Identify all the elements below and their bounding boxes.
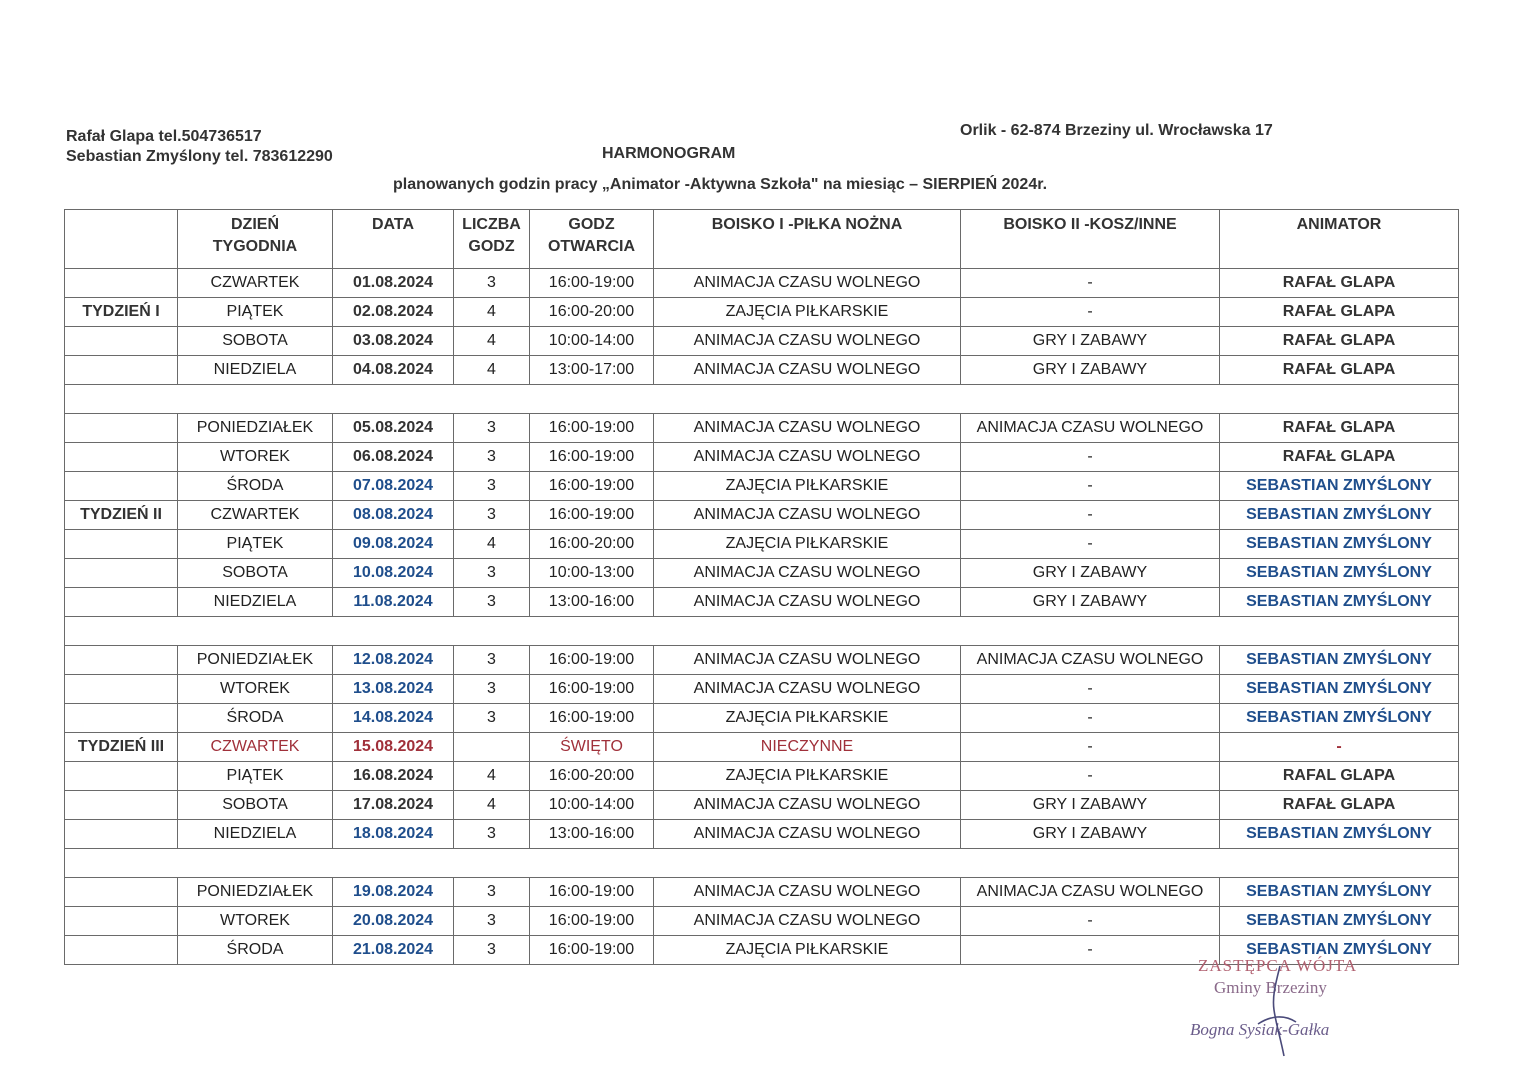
hours-cell: 3 xyxy=(454,414,530,443)
field1-cell: ANIMACJA CZASU WOLNEGO xyxy=(654,356,961,385)
animator-cell: RAFAL GLAPA xyxy=(1220,762,1459,791)
field2-cell: ANIMACJA CZASU WOLNEGO xyxy=(961,646,1220,675)
field1-cell: ANIMACJA CZASU WOLNEGO xyxy=(654,559,961,588)
col-date: DATA xyxy=(333,210,454,269)
time-cell: 16:00-19:00 xyxy=(530,443,654,472)
address: Orlik - 62-874 Brzeziny ul. Wrocławska 17 xyxy=(960,122,1273,139)
stamp-name: Bogna Sysiak-Gałka xyxy=(1190,1020,1330,1039)
hours-cell: 3 xyxy=(454,820,530,849)
animator-cell: SEBASTIAN ZMYŚLONY xyxy=(1220,820,1459,849)
document-subtitle: planowanych godzin pracy „Animator -Aktywna Szkoła" na miesiąc – SIERPIEŃ 2024r. xyxy=(393,176,1048,193)
field2-cell: - xyxy=(961,298,1220,327)
day-cell: SOBOTA xyxy=(178,559,333,588)
field2-cell: - xyxy=(961,675,1220,704)
hours-cell: 4 xyxy=(454,791,530,820)
day-cell: CZWARTEK xyxy=(178,733,333,762)
day-cell: PONIEDZIAŁEK xyxy=(178,414,333,443)
week-label xyxy=(65,356,178,385)
field2-cell: - xyxy=(961,704,1220,733)
col-day: DZIEŃ TYGODNIA xyxy=(178,210,333,269)
field2-cell: - xyxy=(961,530,1220,559)
date-cell: 03.08.2024 xyxy=(333,327,454,356)
animator-cell: SEBASTIAN ZMYŚLONY xyxy=(1220,501,1459,530)
table-row xyxy=(65,733,1459,762)
hours-cell: 4 xyxy=(454,327,530,356)
date-cell: 14.08.2024 xyxy=(333,704,454,733)
day-cell: WTOREK xyxy=(178,675,333,704)
animator-cell: RAFAŁ GLAPA xyxy=(1220,269,1459,298)
separator-cell xyxy=(65,617,1459,646)
week-label xyxy=(65,762,178,791)
time-cell: 16:00-19:00 xyxy=(530,704,654,733)
hours-cell xyxy=(454,733,530,762)
table-row xyxy=(65,878,1459,907)
time-cell: 16:00-20:00 xyxy=(530,298,654,327)
hours-cell: 3 xyxy=(454,704,530,733)
time-cell: ŚWIĘTO xyxy=(530,733,654,762)
time-cell: 16:00-20:00 xyxy=(530,530,654,559)
week-label: TYDZIEŃ III xyxy=(65,733,178,762)
time-cell: 16:00-19:00 xyxy=(530,414,654,443)
week-label xyxy=(65,791,178,820)
time-cell: 16:00-19:00 xyxy=(530,936,654,965)
table-row xyxy=(65,327,1459,356)
day-cell: SOBOTA xyxy=(178,791,333,820)
header-row xyxy=(65,210,1459,269)
hours-cell: 3 xyxy=(454,472,530,501)
table-row xyxy=(65,559,1459,588)
day-cell: CZWARTEK xyxy=(178,269,333,298)
date-cell: 21.08.2024 xyxy=(333,936,454,965)
table-row xyxy=(65,588,1459,617)
date-cell: 10.08.2024 xyxy=(333,559,454,588)
animator-cell: SEBASTIAN ZMYŚLONY xyxy=(1220,646,1459,675)
table-row xyxy=(65,820,1459,849)
animator-cell: RAFAŁ GLAPA xyxy=(1220,356,1459,385)
time-cell: 16:00-20:00 xyxy=(530,762,654,791)
time-cell: 16:00-19:00 xyxy=(530,501,654,530)
field2-cell: - xyxy=(961,501,1220,530)
week-label xyxy=(65,414,178,443)
week-separator xyxy=(65,849,1459,878)
field2-cell: GRY I ZABAWY xyxy=(961,820,1220,849)
week-label xyxy=(65,269,178,298)
animator-cell: SEBASTIAN ZMYŚLONY xyxy=(1220,907,1459,936)
day-cell: PONIEDZIAŁEK xyxy=(178,878,333,907)
day-cell: CZWARTEK xyxy=(178,501,333,530)
col-hours: LICZBA GODZ xyxy=(454,210,530,269)
field1-cell: ZAJĘCIA PIŁKARSKIE xyxy=(654,762,961,791)
time-cell: 16:00-19:00 xyxy=(530,269,654,298)
field1-cell: ANIMACJA CZASU WOLNEGO xyxy=(654,675,961,704)
signature-mark xyxy=(1180,952,1380,1060)
field1-cell: ZAJĘCIA PIŁKARSKIE xyxy=(654,472,961,501)
date-cell: 06.08.2024 xyxy=(333,443,454,472)
hours-cell: 3 xyxy=(454,907,530,936)
hours-cell: 3 xyxy=(454,878,530,907)
contact-sebastian: Sebastian Zmyślony tel. 783612290 xyxy=(66,148,333,165)
document-title: HARMONOGRAM xyxy=(602,145,736,162)
field1-cell: ANIMACJA CZASU WOLNEGO xyxy=(654,414,961,443)
week-label xyxy=(65,559,178,588)
hours-cell: 3 xyxy=(454,646,530,675)
animator-cell: RAFAŁ GLAPA xyxy=(1220,791,1459,820)
table-row xyxy=(65,443,1459,472)
week-label xyxy=(65,704,178,733)
field2-cell: - xyxy=(961,733,1220,762)
field1-cell: ZAJĘCIA PIŁKARSKIE xyxy=(654,704,961,733)
week-label xyxy=(65,443,178,472)
field1-cell: ANIMACJA CZASU WOLNEGO xyxy=(654,791,961,820)
hours-cell: 4 xyxy=(454,762,530,791)
date-cell: 05.08.2024 xyxy=(333,414,454,443)
animator-cell: SEBASTIAN ZMYŚLONY xyxy=(1220,704,1459,733)
date-cell: 18.08.2024 xyxy=(333,820,454,849)
field2-cell: ANIMACJA CZASU WOLNEGO xyxy=(961,878,1220,907)
animator-cell: RAFAŁ GLAPA xyxy=(1220,443,1459,472)
time-cell: 10:00-13:00 xyxy=(530,559,654,588)
hours-cell: 3 xyxy=(454,443,530,472)
week-label xyxy=(65,646,178,675)
date-cell: 15.08.2024 xyxy=(333,733,454,762)
col-field1: BOISKO I -PIŁKA NOŻNA xyxy=(654,210,961,269)
week-label xyxy=(65,530,178,559)
table-row xyxy=(65,298,1459,327)
field1-cell: ZAJĘCIA PIŁKARSKIE xyxy=(654,530,961,559)
time-cell: 13:00-16:00 xyxy=(530,588,654,617)
field2-cell: - xyxy=(961,762,1220,791)
date-cell: 17.08.2024 xyxy=(333,791,454,820)
week-label xyxy=(65,820,178,849)
col-week xyxy=(65,210,178,269)
animator-cell: SEBASTIAN ZMYŚLONY xyxy=(1220,936,1459,965)
day-cell: PIĄTEK xyxy=(178,298,333,327)
table-row xyxy=(65,704,1459,733)
day-cell: NIEDZIELA xyxy=(178,588,333,617)
animator-cell: SEBASTIAN ZMYŚLONY xyxy=(1220,530,1459,559)
animator-cell: SEBASTIAN ZMYŚLONY xyxy=(1220,472,1459,501)
stamp-office: Gminy Brzeziny xyxy=(1214,978,1327,997)
date-cell: 20.08.2024 xyxy=(333,907,454,936)
date-cell: 09.08.2024 xyxy=(333,530,454,559)
animator-cell: SEBASTIAN ZMYŚLONY xyxy=(1220,675,1459,704)
table-row xyxy=(65,472,1459,501)
field1-cell: ANIMACJA CZASU WOLNEGO xyxy=(654,501,961,530)
table-row xyxy=(65,530,1459,559)
animator-cell: SEBASTIAN ZMYŚLONY xyxy=(1220,878,1459,907)
day-cell: PIĄTEK xyxy=(178,530,333,559)
hours-cell: 4 xyxy=(454,298,530,327)
table-row xyxy=(65,791,1459,820)
date-cell: 13.08.2024 xyxy=(333,675,454,704)
date-cell: 07.08.2024 xyxy=(333,472,454,501)
week-label xyxy=(65,907,178,936)
field1-cell: ANIMACJA CZASU WOLNEGO xyxy=(654,646,961,675)
field2-cell: GRY I ZABAWY xyxy=(961,791,1220,820)
animator-cell: - xyxy=(1220,733,1459,762)
field1-cell: ANIMACJA CZASU WOLNEGO xyxy=(654,878,961,907)
field2-cell: ANIMACJA CZASU WOLNEGO xyxy=(961,414,1220,443)
date-cell: 01.08.2024 xyxy=(333,269,454,298)
hours-cell: 4 xyxy=(454,530,530,559)
table-row xyxy=(65,501,1459,530)
week-label xyxy=(65,936,178,965)
time-cell: 13:00-17:00 xyxy=(530,356,654,385)
separator-cell xyxy=(65,385,1459,414)
date-cell: 08.08.2024 xyxy=(333,501,454,530)
day-cell: ŚRODA xyxy=(178,704,333,733)
stamp-title: ZASTĘPCA WÓJTA xyxy=(1198,956,1358,975)
field2-cell: GRY I ZABAWY xyxy=(961,588,1220,617)
time-cell: 16:00-19:00 xyxy=(530,675,654,704)
field2-cell: - xyxy=(961,472,1220,501)
day-cell: NIEDZIELA xyxy=(178,820,333,849)
field1-cell: ANIMACJA CZASU WOLNEGO xyxy=(654,588,961,617)
date-cell: 04.08.2024 xyxy=(333,356,454,385)
field2-cell: GRY I ZABAWY xyxy=(961,356,1220,385)
day-cell: WTOREK xyxy=(178,443,333,472)
field2-cell: - xyxy=(961,907,1220,936)
week-label xyxy=(65,588,178,617)
time-cell: 10:00-14:00 xyxy=(530,327,654,356)
time-cell: 16:00-19:00 xyxy=(530,472,654,501)
official-stamp xyxy=(1180,952,1380,1052)
animator-cell: RAFAŁ GLAPA xyxy=(1220,298,1459,327)
animator-cell: RAFAŁ GLAPA xyxy=(1220,414,1459,443)
table-row xyxy=(65,762,1459,791)
table-row xyxy=(65,356,1459,385)
hours-cell: 4 xyxy=(454,356,530,385)
table-row xyxy=(65,269,1459,298)
field2-cell: GRY I ZABAWY xyxy=(961,559,1220,588)
day-cell: ŚRODA xyxy=(178,936,333,965)
time-cell: 13:00-16:00 xyxy=(530,820,654,849)
hours-cell: 3 xyxy=(454,501,530,530)
field1-cell: NIECZYNNE xyxy=(654,733,961,762)
week-label xyxy=(65,327,178,356)
field1-cell: ANIMACJA CZASU WOLNEGO xyxy=(654,327,961,356)
hours-cell: 3 xyxy=(454,588,530,617)
table-row xyxy=(65,675,1459,704)
field2-cell: - xyxy=(961,936,1220,965)
day-cell: PONIEDZIAŁEK xyxy=(178,646,333,675)
week-label: TYDZIEŃ II xyxy=(65,501,178,530)
field2-cell: - xyxy=(961,443,1220,472)
hours-cell: 3 xyxy=(454,269,530,298)
time-cell: 16:00-19:00 xyxy=(530,907,654,936)
time-cell: 16:00-19:00 xyxy=(530,878,654,907)
col-animator: ANIMATOR xyxy=(1220,210,1459,269)
hours-cell: 3 xyxy=(454,675,530,704)
field1-cell: ZAJĘCIA PIŁKARSKIE xyxy=(654,298,961,327)
animator-cell: RAFAŁ GLAPA xyxy=(1220,327,1459,356)
time-cell: 16:00-19:00 xyxy=(530,646,654,675)
day-cell: SOBOTA xyxy=(178,327,333,356)
week-separator xyxy=(65,617,1459,646)
time-cell: 10:00-14:00 xyxy=(530,791,654,820)
day-cell: ŚRODA xyxy=(178,472,333,501)
animator-cell: SEBASTIAN ZMYŚLONY xyxy=(1220,588,1459,617)
field1-cell: ANIMACJA CZASU WOLNEGO xyxy=(654,269,961,298)
contact-rafal: Rafał Glapa tel.504736517 xyxy=(66,128,262,145)
week-label xyxy=(65,472,178,501)
animator-cell: SEBASTIAN ZMYŚLONY xyxy=(1220,559,1459,588)
field2-cell: - xyxy=(961,269,1220,298)
date-cell: 02.08.2024 xyxy=(333,298,454,327)
week-label: TYDZIEŃ I xyxy=(65,298,178,327)
date-cell: 16.08.2024 xyxy=(333,762,454,791)
table-row xyxy=(65,646,1459,675)
table-row xyxy=(65,907,1459,936)
table-row xyxy=(65,414,1459,443)
day-cell: PIĄTEK xyxy=(178,762,333,791)
field1-cell: ANIMACJA CZASU WOLNEGO xyxy=(654,907,961,936)
field1-cell: ZAJĘCIA PIŁKARSKIE xyxy=(654,936,961,965)
col-time: GODZ OTWARCIA xyxy=(530,210,654,269)
day-cell: NIEDZIELA xyxy=(178,356,333,385)
date-cell: 12.08.2024 xyxy=(333,646,454,675)
field1-cell: ANIMACJA CZASU WOLNEGO xyxy=(654,443,961,472)
date-cell: 11.08.2024 xyxy=(333,588,454,617)
schedule-table xyxy=(64,209,1459,965)
date-cell: 19.08.2024 xyxy=(333,878,454,907)
field1-cell: ANIMACJA CZASU WOLNEGO xyxy=(654,820,961,849)
week-label xyxy=(65,675,178,704)
col-field2: BOISKO II -KOSZ/INNE xyxy=(961,210,1220,269)
hours-cell: 3 xyxy=(454,559,530,588)
separator-cell xyxy=(65,849,1459,878)
week-separator xyxy=(65,385,1459,414)
hours-cell: 3 xyxy=(454,936,530,965)
week-label xyxy=(65,878,178,907)
day-cell: WTOREK xyxy=(178,907,333,936)
field2-cell: GRY I ZABAWY xyxy=(961,327,1220,356)
